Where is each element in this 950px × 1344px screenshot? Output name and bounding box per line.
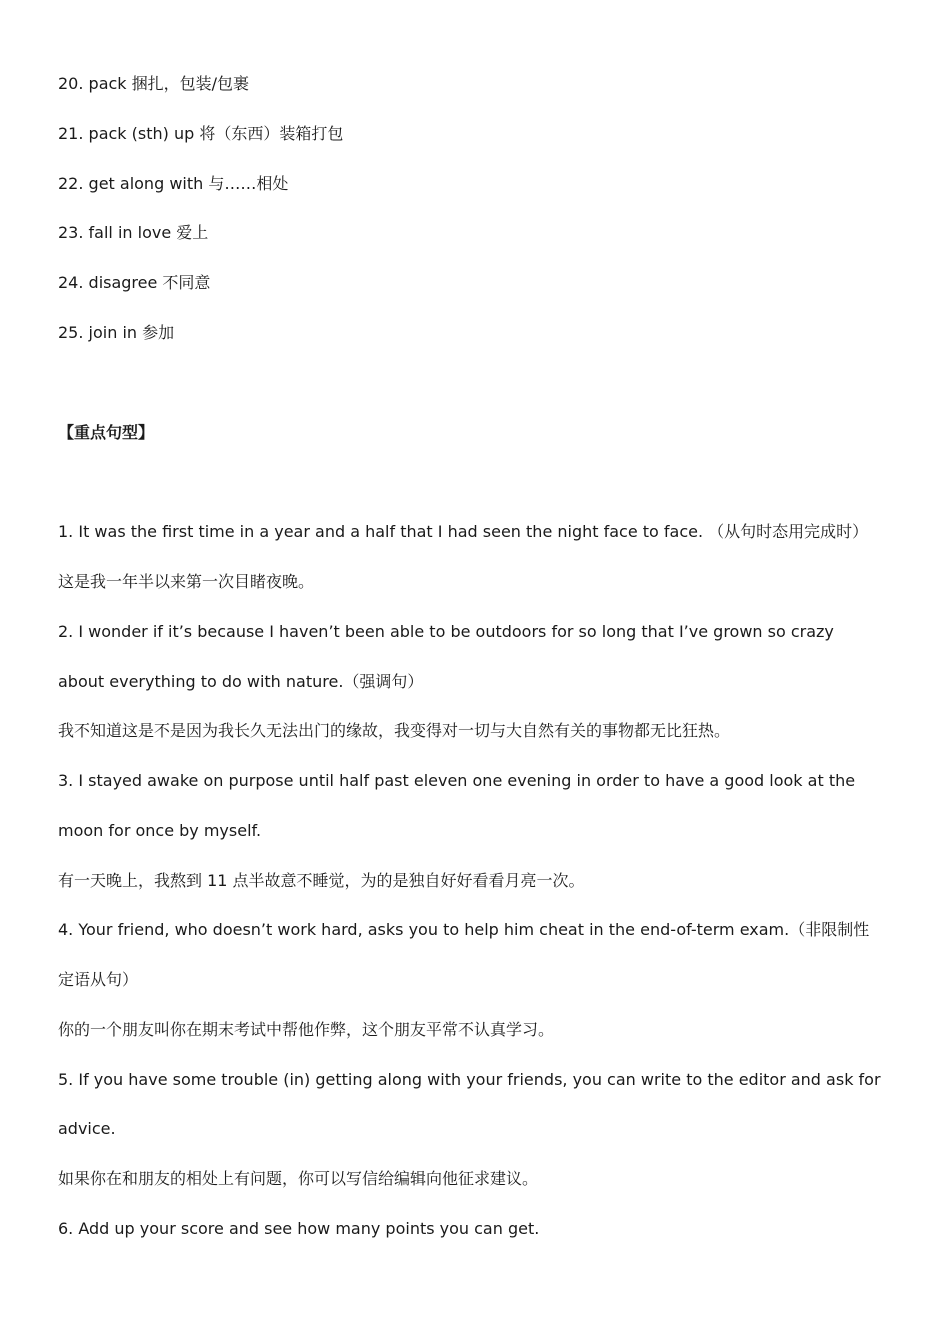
sentence-5-english-line1: 5. If you have some trouble (in) getting along with your friends, you can write to the editor and ask for <box>58 1070 881 1089</box>
sentence-2-english-line1: 2. I wonder if it’s because I haven’t been able to be outdoors for so long that I’ve grown so crazy <box>58 622 834 641</box>
phrase-item-21: 21. pack (sth) up 将（东西）装箱打包 <box>58 124 344 143</box>
sentence-5-chinese: 如果你在和朋友的相处上有问题，你可以写信给编辑向他征求建议。 <box>58 1169 539 1188</box>
sentence-1-english: 1. It was the first time in a year and a half that I had seen the night face to face. （从句时态用完成时） <box>58 522 869 541</box>
sentence-3-english-line1: 3. I stayed awake on purpose until half past eleven one evening in order to have a good look at the <box>58 771 856 790</box>
sentence-3-english-line2: moon for once by myself. <box>58 821 262 840</box>
sentence-2-english-line2: about everything to do with nature.（强调句） <box>58 672 424 691</box>
phrase-item-24: 24. disagree 不同意 <box>58 273 211 292</box>
phrase-item-23: 23. fall in love 爱上 <box>58 223 209 242</box>
sentence-1-chinese: 这是我一年半以来第一次目睹夜晚。 <box>58 572 315 591</box>
sentence-4-english-line1: 4. Your friend, who doesn’t work hard, asks you to help him cheat in the end-of-term exam.（非限制性 <box>58 920 870 939</box>
section-title: 【重点句型】 <box>58 423 155 442</box>
phrase-item-25: 25. join in 参加 <box>58 323 175 342</box>
sentence-5-english-line2: advice. <box>58 1119 116 1138</box>
sentence-3-chinese: 有一天晚上，我熬到 11 点半故意不睡觉，为的是独自好好看看月亮一次。 <box>58 871 585 890</box>
phrase-item-22: 22. get along with 与……相处 <box>58 174 289 193</box>
phrase-item-20: 20. pack 捆扎，包装/包裹 <box>58 74 250 93</box>
sentence-2-chinese: 我不知道这是不是因为我长久无法出门的缘故，我变得对一切与大自然有关的事物都无比狂热。 <box>58 721 731 740</box>
sentence-4-english-line2: 定语从句） <box>58 970 139 989</box>
sentence-4-chinese: 你的一个朋友叫你在期末考试中帮他作弊，这个朋友平常不认真学习。 <box>58 1020 555 1039</box>
sentence-6-english: 6. Add up your score and see how many points you can get. <box>58 1219 540 1238</box>
